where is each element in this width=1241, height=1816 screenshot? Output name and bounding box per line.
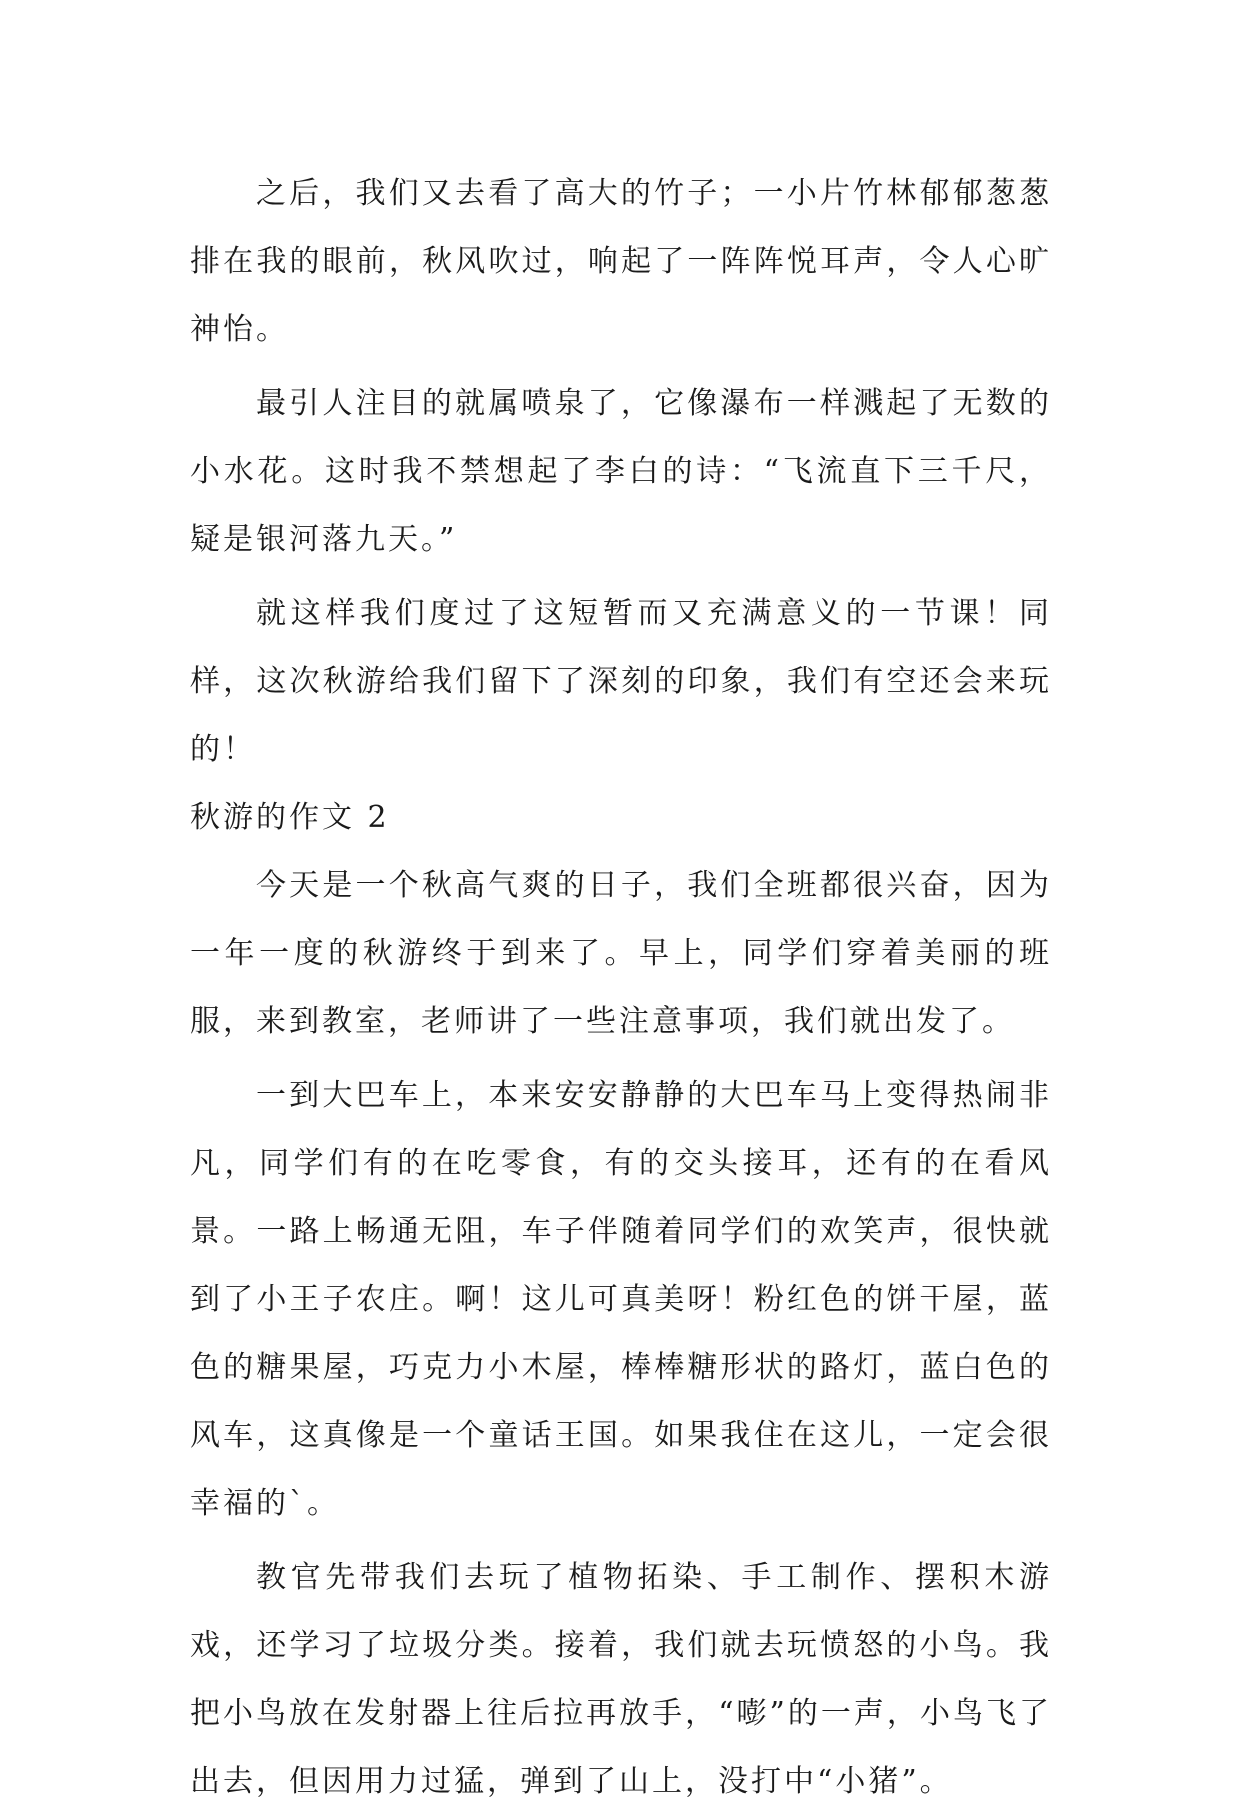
- paragraph-conclusion: 就这样我们度过了这短暂而又充满意义的一节课！同样，这次秋游给我们留下了深刻的印象，我们有空还会来玩的！: [190, 596, 1052, 767]
- paragraph-fountain: 最引人注目的就属喷泉了，它像瀑布一样溅起了无数的小水花。这时我不禁想起了李白的诗：“飞流直下三千尺，疑是银河落九天。”: [190, 386, 1052, 557]
- paragraph-morning: 今天是一个秋高气爽的日子，我们全班都很兴奋，因为一年一度的秋游终于到来了。早上，同学们穿着美丽的班服，来到教室，老师讲了一些注意事项，我们就出发了。: [190, 868, 1052, 1039]
- paragraph-bamboo: 之后，我们又去看了高大的竹子；一小片竹林郁郁葱葱排在我的眼前，秋风吹过，响起了一阵阵悦耳声，令人心旷神怡。: [190, 176, 1052, 347]
- paragraph-activities: 教官先带我们去玩了植物拓染、手工制作、摆积木游戏，还学习了垃圾分类。接着，我们就去玩愤怒的小鸟。我把小鸟放在发射器上往后拉再放手，“嘭”的一声，小鸟飞了出去，但因用力过猛，弹到了山上，没打中“小猪”。: [190, 1560, 1052, 1799]
- document-page: [190, 160, 1052, 1816]
- paragraph-bus-ride: 一到大巴车上，本来安安静静的大巴车马上变得热闹非凡，同学们有的在吃零食，有的交头接耳，还有的在看风景。一路上畅通无阻，车子伴随着同学们的欢笑声，很快就到了小王子农庄。啊！这儿可真美呀！粉红色的饼干屋，蓝色的糖果屋，巧克力小木屋，棒棒糖形状的路灯，蓝白色的风车，这真像是一个童话王国。如果我住在这儿，一定会很幸福的`。: [190, 1078, 1052, 1521]
- section-heading: 秋游的作文 2: [190, 800, 390, 835]
